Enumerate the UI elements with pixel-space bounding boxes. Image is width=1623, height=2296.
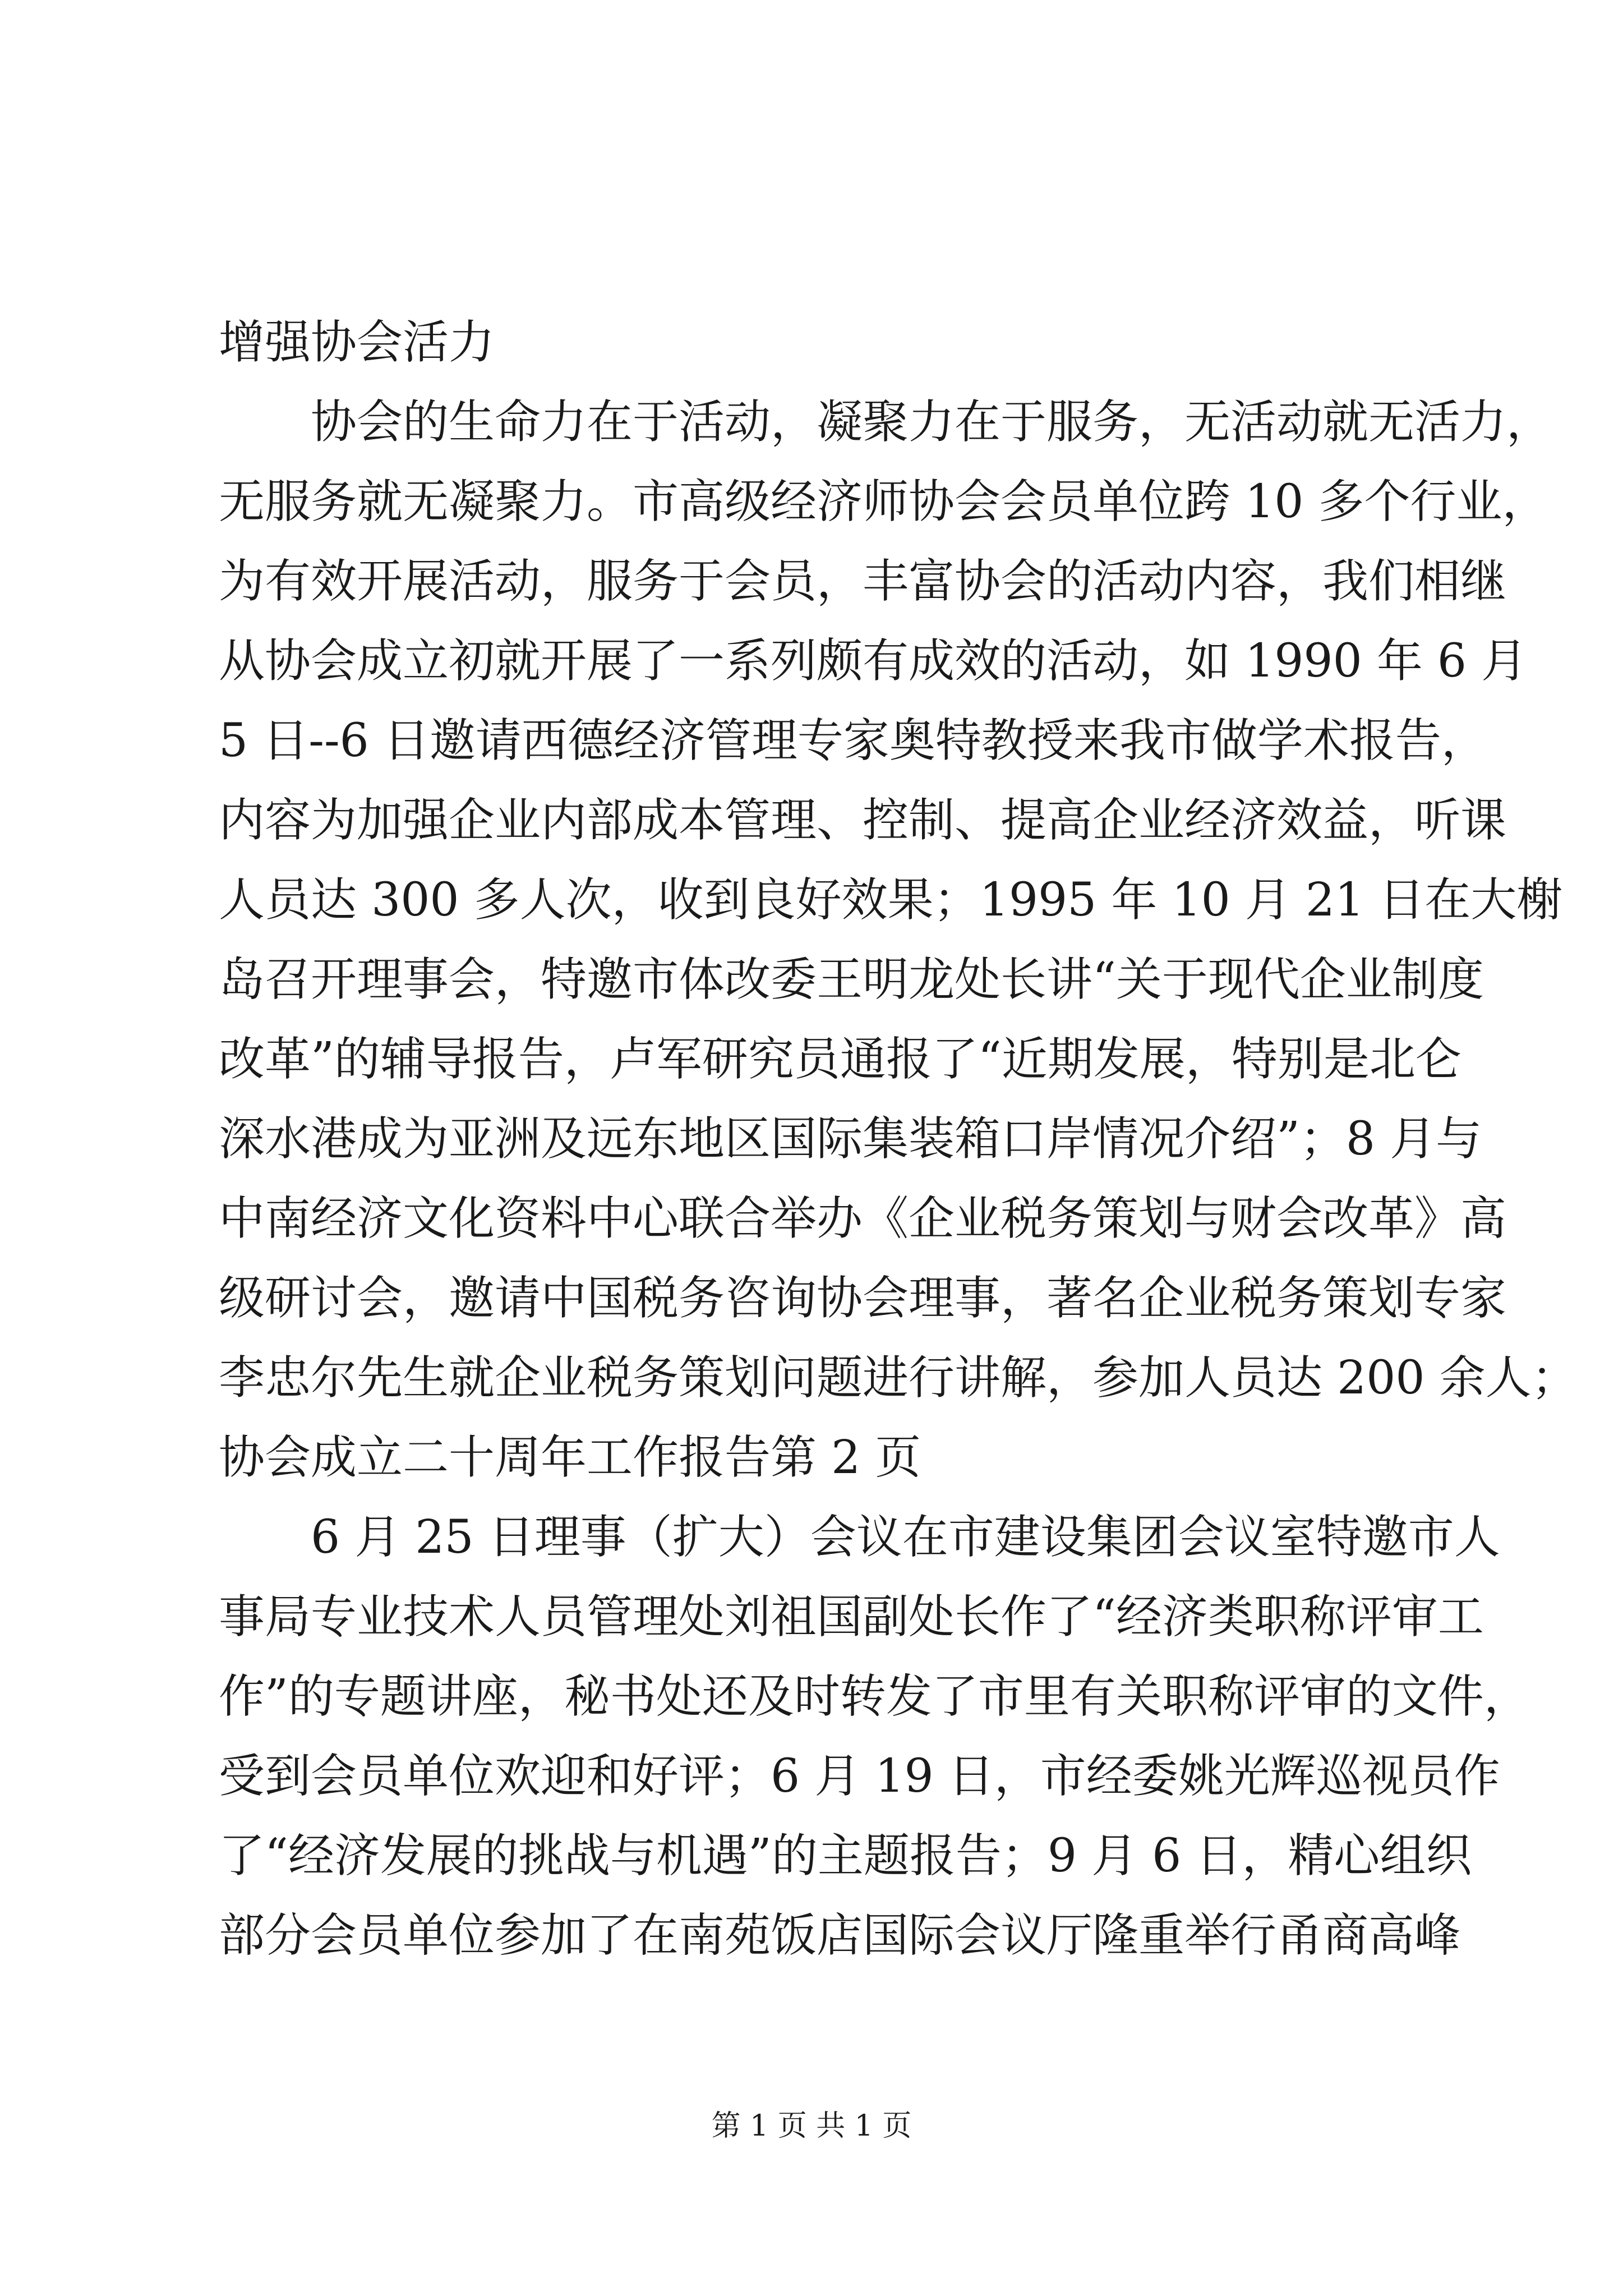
text-line: 部分会员单位参加了在南苑饭店国际会议厅隆重举行甬商高峰: [219, 1909, 1461, 1962]
text-line: 为有效开展活动，服务于会员，丰富协会的活动内容，我们相继: [219, 555, 1507, 608]
text-line: 级研讨会，邀请中国税务咨询协会理事，著名企业税务策划专家: [219, 1272, 1507, 1325]
text-line: 了“经济发展的挑战与机遇”的主题报告；9 月 6 日，精心组织: [219, 1829, 1472, 1883]
text-line: 增强协会活力: [219, 316, 495, 369]
page-footer: 第 1 页 共 1 页: [711, 2109, 912, 2143]
text-line: 岛召开理事会，特邀市体改委王明龙处长讲“关于现代企业制度: [219, 953, 1484, 1006]
text-line: 5 日--6 日邀请西德经济管理专家奥特教授来我市做学术报告，: [219, 714, 1487, 767]
text-line: 6 月 25 日理事（扩大）会议在市建设集团会议室特邀市人: [311, 1511, 1500, 1564]
text-line: 协会成立二十周年工作报告第 2 页: [219, 1431, 921, 1484]
text-line: 作”的专题讲座，秘书处还及时转发了市里有关职称评审的文件，: [219, 1670, 1530, 1723]
text-line: 改革”的辅导报告，卢军研究员通报了“近期发展，特别是北仑: [219, 1033, 1461, 1086]
text-line: 从协会成立初就开展了一系列颇有成效的活动，如 1990 年 6 月: [219, 634, 1528, 688]
text-line: 人员达 300 多人次，收到良好效果；1995 年 10 月 21 日在大榭: [219, 873, 1563, 927]
text-line: 内容为加强企业内部成本管理、控制、提高企业经济效益，听课: [219, 794, 1507, 847]
text-line: 受到会员单位欢迎和好评；6 月 19 日，市经委姚光辉巡视员作: [219, 1750, 1500, 1803]
text-line: 事局专业技术人员管理处刘祖国副处长作了“经济类职称评审工: [219, 1590, 1484, 1644]
document-body: [219, 303, 1578, 1976]
text-line: 无服务就无凝聚力。市高级经济师协会会员单位跨 10 多个行业，: [219, 475, 1548, 528]
text-line: 中南经济文化资料中心联合举办《企业税务策划与财会改革》高: [219, 1192, 1507, 1245]
text-line: 深水港成为亚洲及远东地区国际集装箱口岸情况介绍”；8 月与: [219, 1112, 1482, 1166]
text-line: 李忠尔先生就企业税务策划问题进行讲解，参加人员达 200 余人；: [219, 1351, 1578, 1405]
text-line: 协会的生命力在于活动，凝聚力在于服务，无活动就无活力，: [311, 395, 1553, 449]
